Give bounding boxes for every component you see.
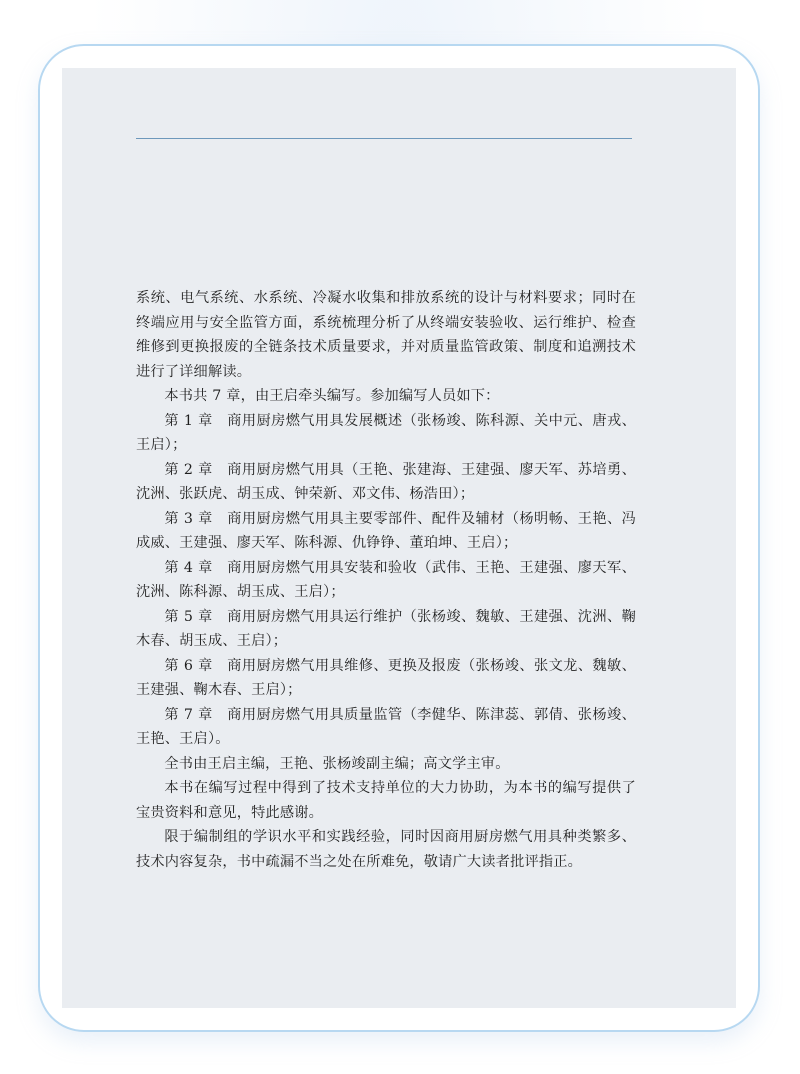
chapter-entry: 第 3 章 商用厨房燃气用具主要零部件、配件及辅材（杨明畅、王艳、冯成威、王建强、廖天军、陈科源、仇铮铮、董珀坤、王启）；: [136, 510, 636, 551]
paragraph: 本书共 7 章，由王启牵头编写。参加编写人员如下：: [164, 388, 500, 404]
chapter-entry: 第 7 章 商用厨房燃气用具质量监管（李健华、陈津蕊、郭倩、张杨竣、王艳、王启）。: [136, 706, 636, 747]
paragraph: 系统、电气系统、水系统、冷凝水收集和排放系统的设计与材料要求；同时在终端应用与安全监管方面，系统梳理分析了从终端安装验收、运行维护、检查维修到更换报废的全链条技术质量要求，并对质量监管政策、制度和追溯技术进行了详细解读。: [136, 290, 636, 380]
chapter-entry: 第 1 章 商用厨房燃气用具发展概述（张杨竣、陈科源、关中元、唐戎、王启）；: [136, 412, 636, 453]
chapter-entry: 第 6 章 商用厨房燃气用具维修、更换及报废（张杨竣、张文龙、魏敏、王建强、鞠木春、王启）；: [136, 657, 636, 698]
page-frame: [38, 44, 760, 1032]
chapter-entry: 第 5 章 商用厨房燃气用具运行维护（张杨竣、魏敏、王建强、沈洲、鞠木春、胡玉成、王启）；: [136, 608, 636, 649]
paragraph: 限于编制组的学识水平和实践经验，同时因商用厨房燃气用具种类繁多、技术内容复杂，书中疏漏不当之处在所难免，敬请广大读者批评指正。: [136, 829, 636, 870]
document-page: [62, 68, 736, 1008]
chapter-entry: 第 4 章 商用厨房燃气用具安装和验收（武伟、王艳、王建强、廖天军、沈洲、陈科源、胡玉成、王启）；: [136, 559, 636, 600]
paragraph: 本书在编写过程中得到了技术支持单位的大力协助，为本书的编写提供了宝贵资料和意见，特此感谢。: [136, 780, 636, 821]
document-body: [136, 286, 636, 874]
header-rule: [136, 138, 632, 139]
chapter-entry: 第 2 章 商用厨房燃气用具（王艳、张建海、王建强、廖天军、苏培勇、沈洲、张跃虎、胡玉成、钟荣新、邓文伟、杨浩田）；: [136, 461, 636, 502]
paragraph: 全书由王启主编，王艳、张杨竣副主编；高文学主审。: [164, 755, 510, 772]
